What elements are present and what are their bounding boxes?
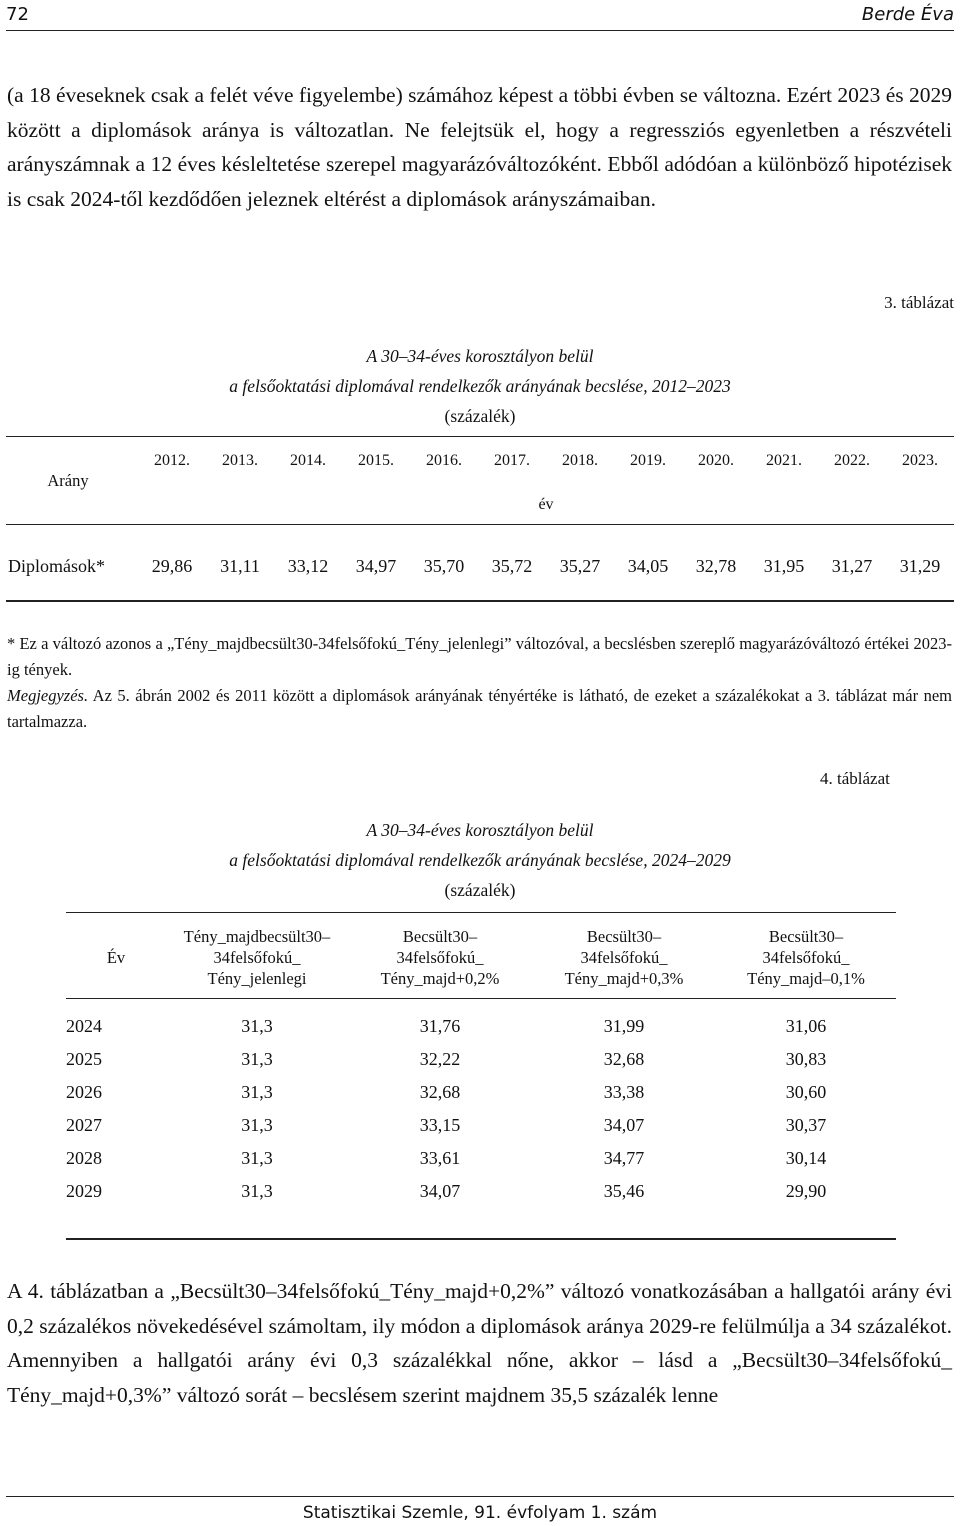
table4 (66, 912, 896, 1240)
table4-header-line: 34felsőfokú_ (580, 948, 668, 967)
table4-caption (0, 815, 960, 905)
table4-top-rule (66, 912, 896, 913)
table4-mid-rule (66, 998, 896, 999)
table4-cell: 2027 (66, 1115, 102, 1135)
running-head (6, 0, 954, 30)
table3-top-rule (6, 436, 954, 437)
table4-cell: 32,68 (419, 1082, 461, 1102)
table3-year-header: 2023. (902, 452, 938, 469)
table3-year-header: 2017. (494, 452, 530, 469)
table4-label: 4. táblázat (820, 769, 890, 788)
table4-caption-line1: A 30–34-éves korosztályon belül (366, 820, 594, 840)
table4-header-line: Becsült30– (586, 927, 662, 946)
table3-label: 3. táblázat (884, 293, 954, 312)
table4-header-line: Tény_majd+0,3% (564, 969, 684, 988)
table4-caption-line2: a felsőoktatási diplomával rendelkezők arányának becslése, 2024–2029 (229, 850, 731, 870)
table4-cell: 2029 (66, 1181, 102, 1201)
header-rule (6, 30, 954, 31)
table4-cell: 30,14 (785, 1148, 827, 1168)
table3-value-cell: 33,12 (287, 556, 329, 576)
table-row (66, 1148, 896, 1181)
table3-value-cell: 32,78 (695, 556, 737, 576)
table3-value-cell: 34,05 (627, 556, 669, 576)
table4-cell: 2025 (66, 1049, 102, 1069)
table4-cell: 30,83 (785, 1049, 827, 1069)
table4-header-line: Becsült30– (402, 927, 478, 946)
table3-year-headers (138, 452, 954, 470)
table3-row-label: Diplomások* (8, 556, 105, 576)
table3-year-header: 2012. (154, 452, 190, 469)
table-row (66, 1115, 896, 1148)
table4-cell: 32,22 (419, 1049, 461, 1069)
table4-header-line: Tény_jelenlegi (207, 969, 307, 988)
table3-value-cell: 34,97 (355, 556, 397, 576)
table4-bottom-rule (66, 1238, 896, 1240)
table4-header-line: Év (106, 948, 126, 967)
table3-value-cell: 35,70 (423, 556, 465, 576)
table3-mid-rule (6, 524, 954, 525)
paragraph-bottom: A 4. táblázatban a „Becsült30–34felsőfokú_Tény_majd+0,2%” változó vonatkozásában a hallgatói arány évi 0,2 százalékos növekedésével számoltam, ily módon a diplomások aránya 2029-re felülmúlja a 34 százalékot. Amennyiben a hallgatói arány évi 0,3 százalékkal nőne, akkor – lásd a „Becsült30–34felsőfokú_ Tény_majd+0,3%” változó sorát – becslésem szerint majdnem 35,5 százalék lenne (7, 1279, 952, 1407)
table-row (66, 1181, 896, 1214)
table3-value-cell: 29,86 (151, 556, 193, 576)
table4-header-line: Tény_majdbecsült30– (183, 927, 331, 946)
table-row (66, 1082, 896, 1115)
table4-cell: 31,3 (241, 1016, 273, 1036)
table3-year-header: 2021. (766, 452, 802, 469)
table3-caption-line1: A 30–34-éves korosztályon belül (366, 346, 594, 366)
table3-year-axis-label: év (538, 496, 554, 513)
table4-cell: 34,07 (603, 1115, 645, 1135)
table3 (6, 436, 954, 602)
table4-cell: 31,06 (785, 1016, 827, 1036)
table4-header-line: Tény_majd+0,2% (380, 969, 500, 988)
table3-remark (7, 683, 952, 735)
table3-value-cell: 31,11 (220, 556, 260, 576)
table3-notes (7, 631, 952, 735)
table4-cell: 32,68 (603, 1049, 645, 1069)
table4-cell: 31,3 (241, 1082, 273, 1102)
table4-cell: 31,3 (241, 1181, 273, 1201)
table3-corner-header: Arány (47, 471, 89, 490)
footer-rule (6, 1496, 954, 1497)
table4-cell: 30,60 (785, 1082, 827, 1102)
table4-cell: 31,3 (241, 1148, 273, 1168)
table3-year-header: 2013. (222, 452, 258, 469)
table3-year-header: 2020. (698, 452, 734, 469)
table4-cell: 33,38 (603, 1082, 645, 1102)
table4-cell: 31,3 (241, 1115, 273, 1135)
table4-cell: 30,37 (785, 1115, 827, 1135)
table4-cell: 31,76 (419, 1016, 461, 1036)
table4-cell: 34,07 (419, 1181, 461, 1201)
table3-year-header: 2019. (630, 452, 666, 469)
table3-year-header: 2022. (834, 452, 870, 469)
table-row (66, 1016, 896, 1049)
table4-header-line: Tény_majd–0,1% (747, 969, 865, 988)
table3-year-header: 2016. (426, 452, 462, 469)
table4-cell: 35,46 (603, 1181, 645, 1201)
table3-value-cell: 35,72 (491, 556, 533, 576)
table3-footnote: * Ez a változó azonos a „Tény_majdbecsült30-34felsőfokú_Tény_jelenlegi” változóval, a becslésben szereplő magyarázóváltozó értékei 2023-ig tények. (7, 634, 952, 679)
table4-header-line: 34felsőfokú_ (213, 948, 301, 967)
table4-column-header (532, 926, 716, 989)
table3-year-header: 2014. (290, 452, 326, 469)
table4-header-line: 34felsőfokú_ (396, 948, 484, 967)
remark-text: Az 5. ábrán 2002 és 2011 között a diplomások arányának tényértéke is látható, de ezeket a százalékokat a 3. táblázat már nem tartalmazza. (7, 686, 952, 731)
table4-cell: 2026 (66, 1082, 102, 1102)
table3-value-cell: 31,29 (899, 556, 941, 576)
table3-value-cell: 31,95 (763, 556, 805, 576)
table4-header-line: Becsült30– (768, 927, 844, 946)
table4-cell: 33,61 (419, 1148, 461, 1168)
table4-cell: 33,15 (419, 1115, 461, 1135)
table4-column-header (166, 926, 348, 989)
table4-cell: 31,99 (603, 1016, 645, 1036)
table3-year-header: 2015. (358, 452, 394, 469)
table4-column-header (348, 926, 532, 989)
table3-values-row (138, 556, 954, 577)
table3-caption-unit: (százalék) (444, 406, 516, 426)
page-number: 72 (6, 4, 29, 25)
table3-value-cell: 31,27 (831, 556, 873, 576)
table4-cell: 2024 (66, 1016, 102, 1036)
table4-cell: 29,90 (785, 1181, 827, 1201)
table4-column-header (66, 947, 166, 968)
paragraph-top: (a 18 éveseknek csak a felét véve figyelembe) számához képest a többi évben se változna. Ezért 2023 és 2029 között a diplomások aránya is változatlan. Ne felejtsük el, hogy a regressziós egyenletben a részvételi arányszámnak a 12 éves késleltetése szerepel magyarázóváltozóként. Ebből adódóan a különböző hipotézisek is csak 2024-től kezdődően jeleznek eltérést a diplomások arányszámaiban. (7, 83, 953, 211)
table4-cell: 2028 (66, 1148, 102, 1168)
table3-year-header: 2018. (562, 452, 598, 469)
table4-header-line: 34felsőfokú_ (762, 948, 850, 967)
table3-caption-line2: a felsőoktatási diplomával rendelkezők arányának becslése, 2012–2023 (229, 376, 731, 396)
remark-label: Megjegyzés. (7, 686, 89, 705)
table4-cell: 34,77 (603, 1148, 645, 1168)
table4-cell: 31,3 (241, 1049, 273, 1069)
journal-footer: Statisztikai Szemle, 91. évfolyam 1. szám (302, 1503, 658, 1523)
table4-column-header (716, 926, 896, 989)
table4-caption-unit: (százalék) (444, 880, 516, 900)
table3-caption (0, 341, 960, 431)
table3-bottom-rule (6, 600, 954, 602)
table3-value-cell: 35,27 (559, 556, 601, 576)
author-name: Berde Éva (861, 4, 954, 25)
table-row (66, 1049, 896, 1082)
